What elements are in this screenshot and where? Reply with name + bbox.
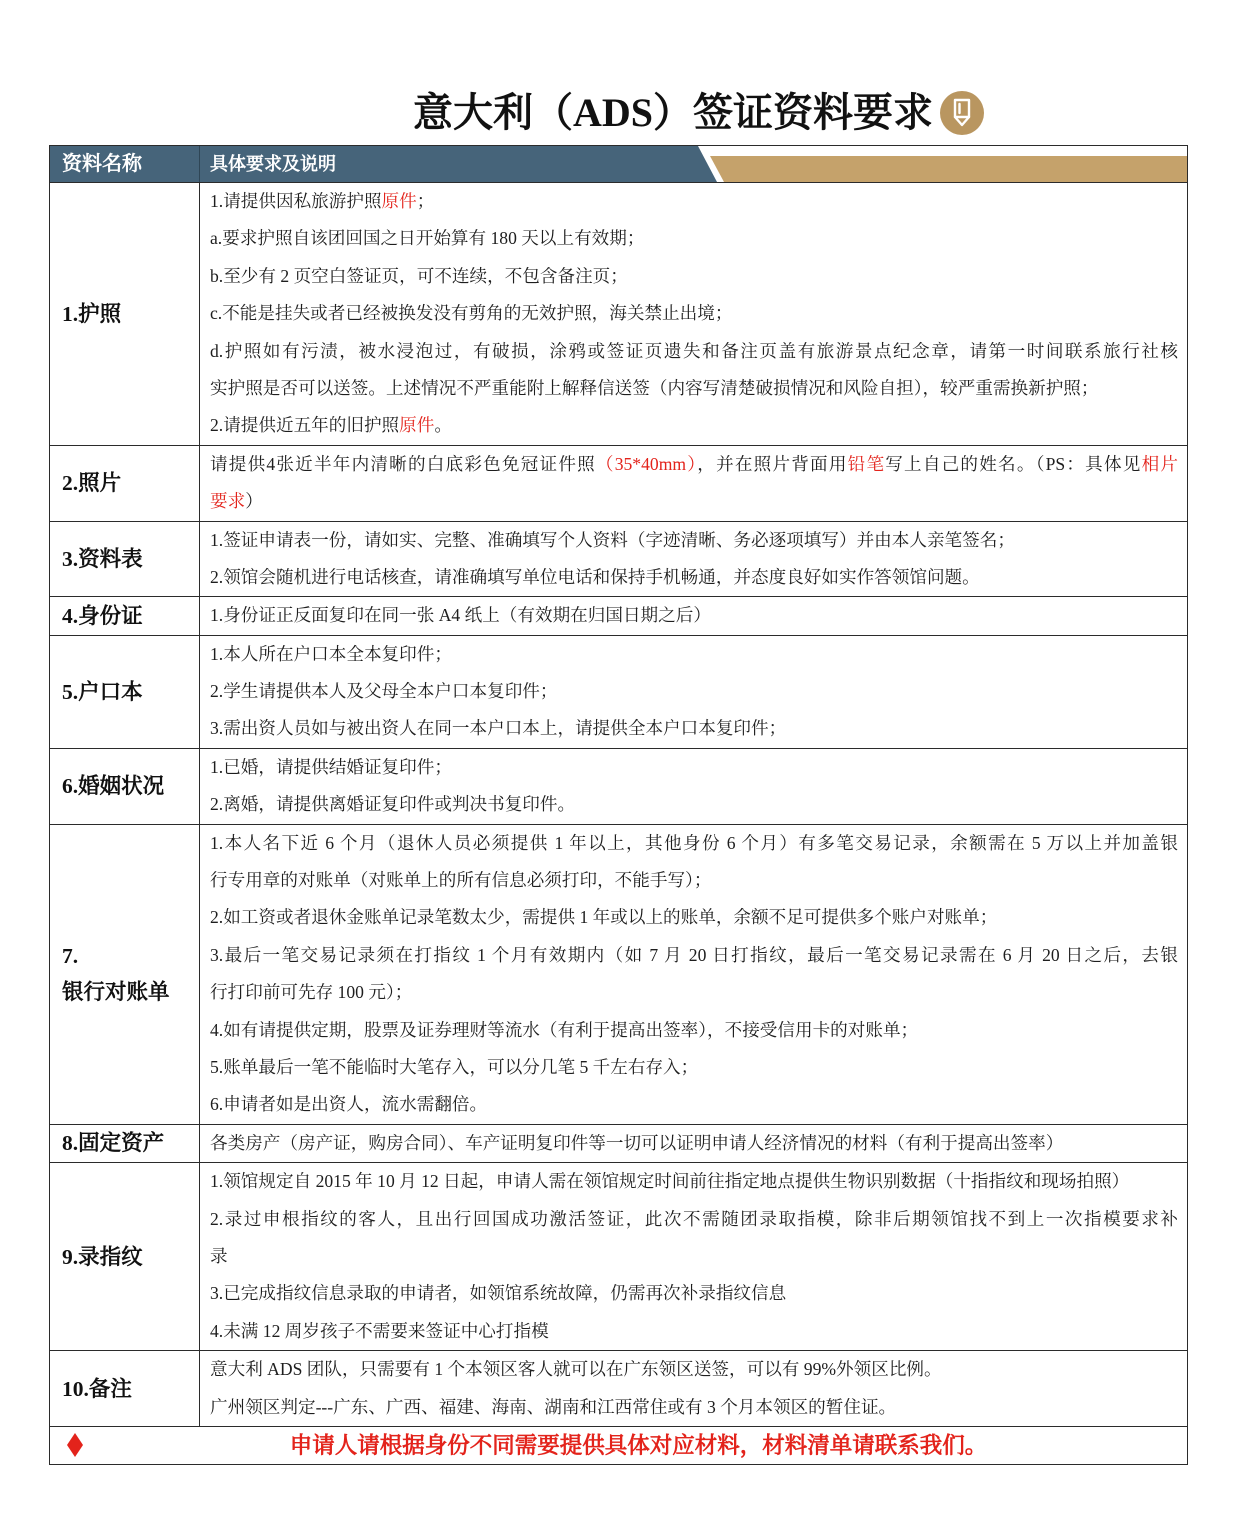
requirement-cell	[200, 446, 1187, 521]
requirement-line: c.不能是挂失或者已经被换发没有剪角的无效护照，海关禁止出境；	[210, 303, 733, 324]
requirement-line: 行打印前可先存 100 元）；	[210, 982, 413, 1003]
requirement-cell	[200, 597, 1187, 634]
item-name: 4.身份证	[62, 603, 143, 628]
item-name-cell	[50, 522, 200, 597]
requirement-line: 6.申请者如是出资人，流水需翻倍。	[210, 1094, 488, 1115]
requirement-cell	[200, 825, 1187, 1124]
item-name: 1.护照	[62, 301, 122, 326]
requirement-cell	[200, 749, 1187, 824]
column-divider	[199, 146, 200, 182]
requirement-line	[210, 446, 1178, 483]
text-segment: ，并在照片背面用	[697, 453, 848, 474]
item-name: 9.录指纹	[62, 1244, 143, 1269]
requirements-table	[49, 145, 1188, 1465]
highlighted-text: 要求	[210, 491, 246, 512]
column-header-description: 具体要求及说明	[210, 154, 336, 174]
table-row	[50, 183, 1187, 446]
item-name: 7.	[62, 944, 79, 969]
requirement-cell	[200, 1351, 1187, 1426]
requirement-cell	[200, 183, 1187, 445]
item-name: 6.婚姻状况	[62, 774, 165, 799]
item-name: 5.户口本	[62, 679, 143, 704]
highlighted-text: 原件	[381, 191, 417, 211]
requirement-line: b.至少有 2 页空白签证页，可不连续，不包含备注页；	[210, 265, 628, 286]
requirement-line: 2.学生请提供本人及父母全本户口本复印件；	[210, 681, 558, 702]
requirement-line: 1.本人所在户口本全本复印件；	[210, 643, 452, 664]
footer-notice: 申请人请根据身份不同需要提供具体对应材料，材料清单请联系我们。	[289, 1432, 988, 1458]
table-row	[50, 1163, 1187, 1351]
diamond-bullet-icon	[67, 1433, 83, 1457]
requirement-line	[210, 183, 1178, 220]
table-row	[50, 597, 1187, 635]
table-row	[50, 1351, 1187, 1427]
requirement-line: 3.需出资人员如与被出资人在同一本户口本上，请提供全本户口本复印件；	[210, 718, 787, 739]
item-name-cell	[50, 825, 200, 1124]
title-bar	[413, 86, 986, 140]
table-row	[50, 522, 1187, 598]
highlighted-text: 铅笔	[847, 453, 886, 474]
item-name-cell	[50, 1163, 200, 1350]
item-name-cell	[50, 183, 200, 445]
requirement-line: 1.本人名下近 6 个月（退休人员必须提供 1 年以上，其他身份 6 个月）有多笔交易记录，余额需在 5 万以上并加盖银	[210, 832, 1178, 853]
highlighted-text: （35*40mm）	[595, 453, 698, 474]
table-row	[50, 1125, 1187, 1163]
requirement-line: 2.离婚，请提供离婚证复印件或判决书复印件。	[210, 794, 576, 815]
text-segment: ）	[245, 491, 263, 512]
requirement-line: 2.录过申根指纹的客人，且出行回国成功激活签证，此次不需随团录取指模，除非后期领馆找不到上一次指模要求补	[210, 1208, 1178, 1229]
table-footer	[50, 1427, 1187, 1465]
requirement-line: 各类房产（房产证，购房合同）、车产证明复印件等一切可以证明申请人经济情况的材料（有利于提高出签率）	[210, 1132, 1064, 1153]
item-name: 8.固定资产	[62, 1131, 165, 1156]
text-segment: 。	[434, 415, 452, 436]
requirement-cell	[200, 522, 1187, 597]
requirement-line	[210, 407, 1178, 444]
text-segment: 1.请提供因私旅游护照	[210, 191, 382, 211]
highlighted-text: 原件	[399, 415, 435, 436]
requirement-line: 1.已婚，请提供结婚证复印件；	[210, 756, 452, 777]
text-segment: ；	[416, 191, 435, 211]
requirement-line: 实护照是否可以送签。上述情况不严重能附上解释信送签（内容写清楚破损情况和风险自担），较严重需换新护照；	[210, 377, 1099, 398]
item-name: 2.照片	[62, 471, 122, 496]
requirement-line: 4.如有请提供定期，股票及证券理财等流水（有利于提高出签率），不接受信用卡的对账单；	[210, 1019, 919, 1040]
requirement-line	[210, 483, 1178, 520]
item-name-cell	[50, 597, 200, 634]
requirement-line: 广州领区判定---广东、广西、福建、海南、湖南和江西常住或有 3 个月本领区的暂住证。	[210, 1396, 897, 1417]
requirement-line: 行专用章的对账单（对账单上的所有信息必须打印，不能手写）；	[210, 870, 712, 891]
table-row	[50, 749, 1187, 825]
requirement-line: 1.领馆规定自 2015 年 10 月 12 日起，申请人需在领馆规定时间前往指定地点提供生物识别数据（十指指纹和现场拍照）	[210, 1171, 1130, 1192]
item-name: 银行对账单	[62, 980, 170, 1005]
requirement-line: 1.签证申请表一份，请如实、完整、准确填写个人资料（字迹清晰、务必逐项填写）并由本人亲笔签名；	[210, 529, 1015, 550]
requirement-line: 4.未满 12 周岁孩子不需要来签证中心打指模	[210, 1320, 549, 1341]
requirement-cell	[200, 1163, 1187, 1350]
table-body	[50, 183, 1187, 1427]
item-name: 3.资料表	[62, 546, 143, 571]
item-name-cell	[50, 636, 200, 748]
text-segment: 写上自己的姓名。（PS：具体见	[885, 453, 1142, 474]
table-row	[50, 446, 1187, 522]
table-row	[50, 636, 1187, 749]
requirement-line: 5.账单最后一笔不能临时大笔存入，可以分几笔 5 千左右存入；	[210, 1056, 699, 1077]
text-segment: 2.请提供近五年的旧护照	[210, 415, 400, 436]
item-name-cell	[50, 749, 200, 824]
requirement-line: 1.身份证正反面复印在同一张 A4 纸上（有效期在归国日期之后）	[210, 605, 711, 626]
requirement-line: 意大利 ADS 团队，只需要有 1 个本领区客人就可以在广东领区送签，可以有 99%外领区比例。	[210, 1359, 942, 1380]
requirement-line: d.护照如有污渍，被水浸泡过，有破损，涂鸦或签证页遗失和备注页盖有旅游景点纪念章，请第一时间联系旅行社核	[210, 340, 1178, 361]
requirement-line: 录	[210, 1245, 228, 1266]
requirement-line: 2.如工资或者退休金账单记录笔数太少，需提供 1 年或以上的账单，余额不足可提供多个账户对账单；	[210, 907, 998, 928]
page-title: 意大利（ADS）签证资料要求	[413, 90, 934, 135]
requirement-line: 3.已完成指纹信息录取的申请者，如领馆系统故障，仍需再次补录指纹信息	[210, 1283, 787, 1304]
item-name-cell	[50, 1125, 200, 1162]
item-name-cell	[50, 1351, 200, 1426]
table-header	[50, 146, 1187, 183]
highlighted-text: 相片	[1141, 453, 1178, 474]
table-row	[50, 825, 1187, 1125]
text-segment: 请提供4张近半年内清晰的白底彩色免冠证件照	[210, 453, 596, 474]
requirement-cell	[200, 1125, 1187, 1162]
requirement-line: 2.领馆会随机进行电话核查，请准确填写单位电话和保持手机畅通，并态度良好如实作答领馆问题。	[210, 566, 980, 587]
requirement-line: 3.最后一笔交易记录须在打指纹 1 个月有效期内（如 7 月 20 日打指纹，最后一笔交易记录需在 6 月 20 日之后，去银	[210, 944, 1178, 965]
requirement-line: a.要求护照自该团回国之日开始算有 180 天以上有效期；	[210, 228, 645, 249]
column-header-name: 资料名称	[62, 153, 142, 175]
item-name-cell	[50, 446, 200, 521]
pencil-icon	[938, 89, 986, 137]
item-name: 10.备注	[62, 1376, 132, 1401]
requirement-cell	[200, 636, 1187, 748]
